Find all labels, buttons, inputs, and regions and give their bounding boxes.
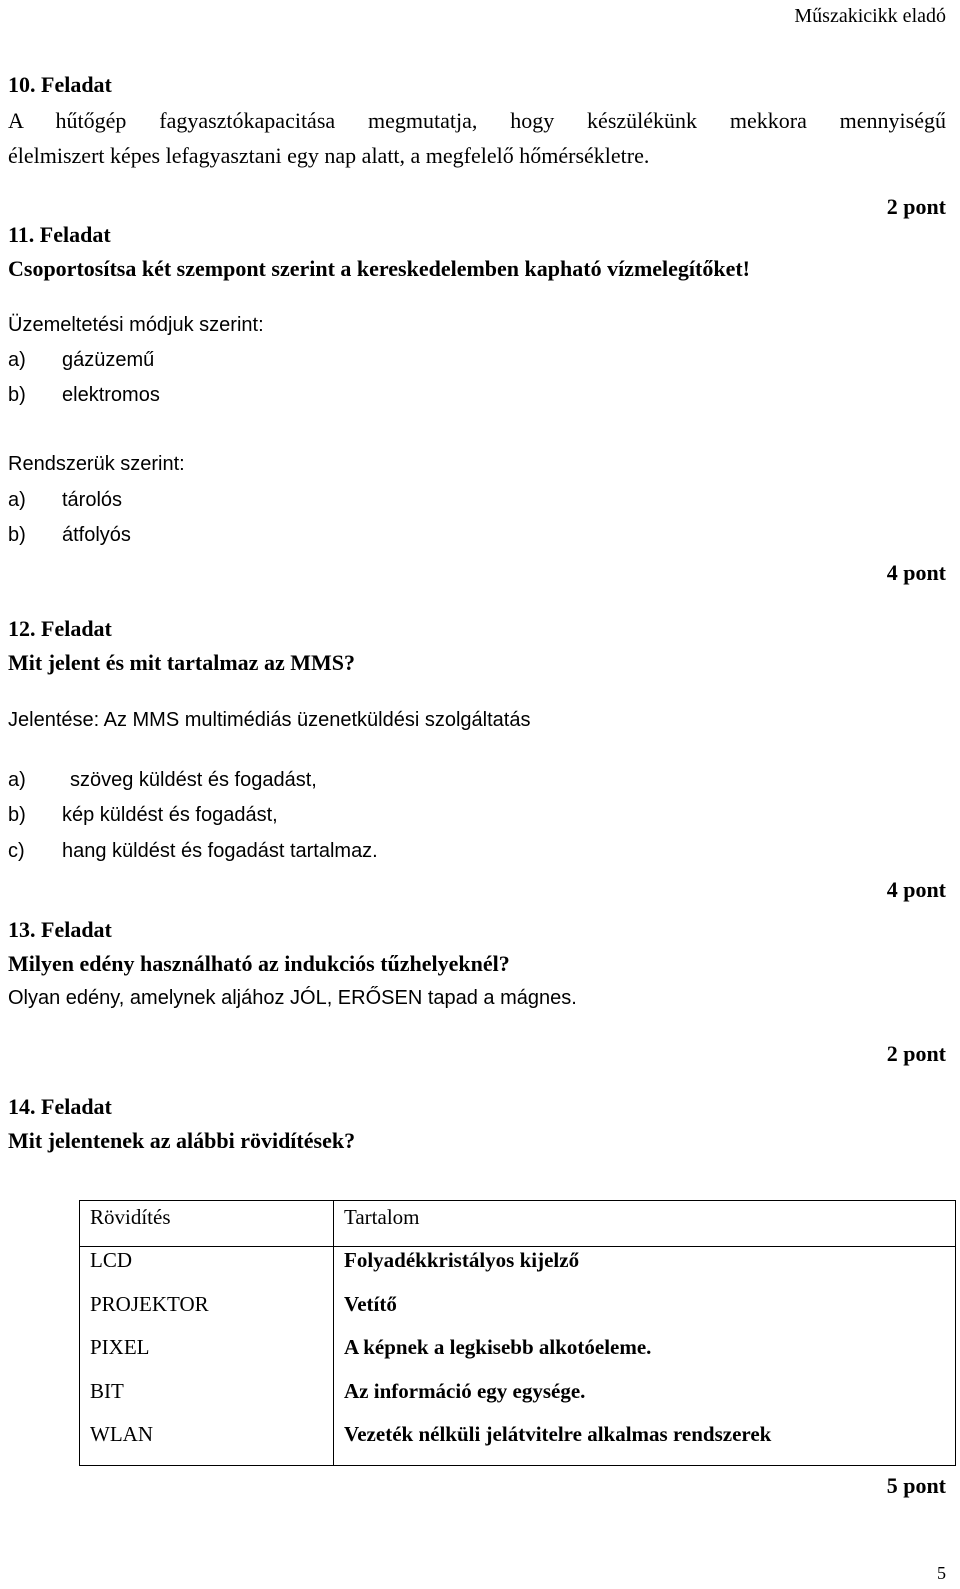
task12-item-c-marker: c) bbox=[8, 840, 25, 862]
task10-text-line1: A hűtőgép fagyasztókapacitása megmutatja, hogy készülékünk mekkora mennyiségű bbox=[8, 108, 946, 133]
task10-title: 10. Feladat bbox=[8, 72, 112, 97]
table-abbreviation-column bbox=[80, 1247, 334, 1466]
table-header-content: Tartalom bbox=[344, 1205, 420, 1229]
task13-title: 13. Feladat bbox=[8, 917, 112, 942]
task11-title: 11. Feladat bbox=[8, 222, 111, 247]
task11-group1-heading: Üzemeltetési módjuk szerint: bbox=[8, 314, 264, 336]
task12-item-b-text: kép küldést és fogadást, bbox=[62, 804, 278, 826]
task11-group1-item-a-text: gázüzemű bbox=[62, 349, 155, 371]
table-cell-abbreviation: PROJEKTOR bbox=[90, 1291, 209, 1316]
table-content-column bbox=[334, 1247, 956, 1466]
task11-group2-item-b-marker: b) bbox=[8, 524, 26, 546]
task12-answer-intro: Jelentése: Az MMS multimédiás üzenetküldési szolgáltatás bbox=[8, 709, 531, 731]
task11-group1-item-b-text: elektromos bbox=[62, 384, 160, 406]
task13-answer: Olyan edény, amelynek aljához JÓL, ERŐSEN tapad a mágnes. bbox=[8, 987, 577, 1009]
page-header-title: Műszakicikk eladó bbox=[794, 5, 946, 27]
task12-title: 12. Feladat bbox=[8, 616, 112, 641]
task11-group2-heading: Rendszerük szerint: bbox=[8, 453, 185, 475]
task11-question: Csoportosítsa két szempont szerint a kereskedelemben kapható vízmelegítőket! bbox=[8, 256, 751, 281]
task11-group2-item-a-text: tárolós bbox=[62, 489, 123, 511]
table-header-row bbox=[80, 1201, 956, 1247]
table-header-abbreviation: Rövidítés bbox=[90, 1205, 171, 1229]
task11-group1-item-b-marker: b) bbox=[8, 384, 26, 406]
table-cell-content: Vezeték nélküli jelátvitelre alkalmas rendszerek bbox=[344, 1422, 772, 1446]
task13-question: Milyen edény használható az indukciós tűzhelyeknél? bbox=[8, 951, 510, 976]
task12-item-a-marker: a) bbox=[8, 769, 26, 791]
task11-points: 4 pont bbox=[886, 560, 946, 585]
task14-points: 5 pont bbox=[886, 1473, 946, 1498]
abbreviation-table bbox=[79, 1200, 956, 1466]
table-cell-content: A képnek a legkisebb alkotóeleme. bbox=[344, 1335, 652, 1359]
task10-text-line2: élelmiszert képes lefagyasztani egy nap alatt, a megfelelő hőmérsékletre. bbox=[8, 143, 650, 168]
task10-points: 2 pont bbox=[886, 194, 946, 219]
table-cell-abbreviation: WLAN bbox=[90, 1422, 153, 1446]
table-cell-abbreviation: BIT bbox=[90, 1378, 124, 1403]
task12-item-c-text: hang küldést és fogadást tartalmaz. bbox=[62, 840, 378, 862]
table-cell-content: Folyadékkristályos kijelző bbox=[344, 1248, 580, 1272]
task13-points: 2 pont bbox=[886, 1041, 946, 1066]
task12-item-b-marker: b) bbox=[8, 804, 26, 826]
table-body bbox=[80, 1247, 956, 1466]
table-header-cell bbox=[80, 1201, 334, 1247]
task11-group2-item-a-marker: a) bbox=[8, 489, 26, 511]
task12-question: Mit jelent és mit tartalmaz az MMS? bbox=[8, 650, 355, 675]
task12-item-a-text: szöveg küldést és fogadást, bbox=[70, 769, 317, 791]
table-header-cell bbox=[334, 1201, 956, 1247]
task14-question: Mit jelentenek az alábbi rövidítések? bbox=[8, 1128, 356, 1153]
task11-group2-item-b-text: átfolyós bbox=[62, 524, 131, 546]
task11-group1-item-a-marker: a) bbox=[8, 349, 26, 371]
table-cell-abbreviation: LCD bbox=[90, 1248, 132, 1272]
task12-points: 4 pont bbox=[886, 877, 946, 902]
table-cell-abbreviation: PIXEL bbox=[90, 1335, 150, 1359]
task14-title: 14. Feladat bbox=[8, 1094, 112, 1119]
table-cell-content: Vetítő bbox=[344, 1291, 397, 1316]
table-cell-content: Az információ egy egysége. bbox=[344, 1378, 586, 1403]
page-number: 5 bbox=[937, 1563, 946, 1583]
